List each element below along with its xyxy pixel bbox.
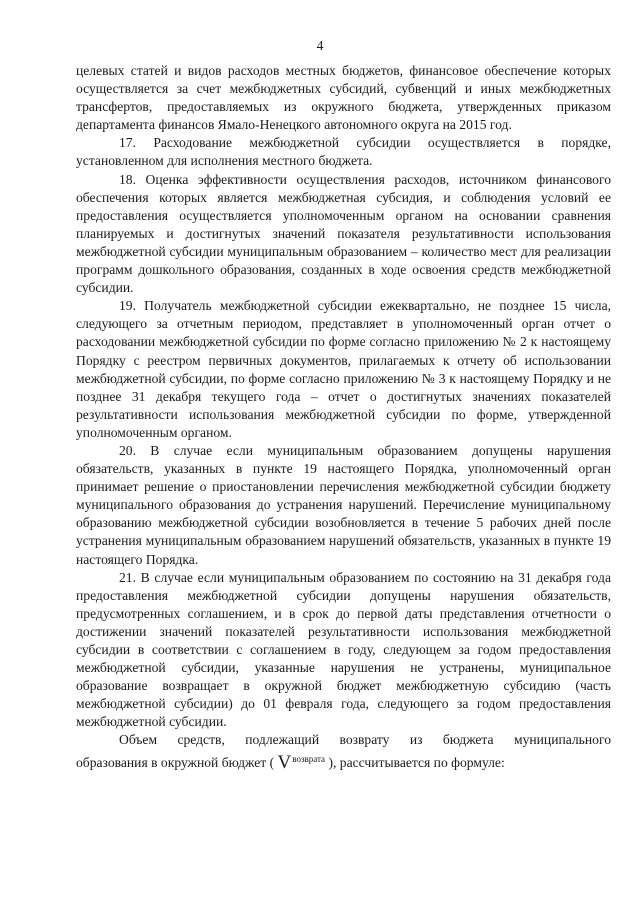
formula-intro-line-2: [76, 753, 611, 773]
formula-intro-line-1: Объем средств, подлежащий возврату из бюджета муниципального: [119, 732, 611, 748]
paragraph-continuation: целевых статей и видов расходов местных бюджетов, финансовое обеспечение которых осуществляется за счет межбюджетных субсидий, субвенций и иных межбюджетных трансфертов, предоставляемых из окружного бюджета, утвержденных приказом департамента финансов Ямало-Ненецкого автономного округа на 2015 год.: [76, 63, 611, 133]
paragraph-21: 21. В случае если муниципальным образованием по состоянию на 31 декабря года предоставления межбюджетной субсидии допущены нарушения обязательств, предусмотренных соглашением, и в срок до первой даты представления отчетности о достижении значений показателей результативности использования межбюджетной субсидии в соответствии с соглашением в году, следующем за годом предоставления межбюджетной субсидии, указанные нарушения не устранены, муниципальное образование возвращает в окружной бюджет межбюджетную субсидию (часть межбюджетной субсидии) до 01 февраля года, следующего за годом предоставления межбюджетной субсидии.: [76, 569, 611, 730]
paragraph-19: 19. Получатель межбюджетной субсидии ежеквартально, не позднее 15 числа, следующего за отчетным периодом, представляет в уполномоченный орган отчет о расходовании межбюджетной субсидии по форме согласно приложению № 2 к настоящему Порядку с реестром первичных документов, прилагаемых к отчету об использовании межбюджетной субсидии, по форме согласно приложению № 3 к настоящему Порядку и не позднее 31 декабря текущего года – отчет о достигнутых значениях показателей результативности использования межбюджетной субсидии по форме, утвержденной уполномоченным органом.: [76, 298, 611, 440]
v-return-symbol: V: [277, 751, 292, 773]
page-number: 4: [316, 38, 324, 53]
v-return-subscript: возврата: [292, 753, 326, 764]
document-body: [76, 62, 611, 773]
paragraph-20: 20. В случае если муниципальным образованием допущены нарушения обязательств, указанных в пункте 19 настоящего Порядка, уполномоченный орган принимает решение о приостановлении перечисления межбюджетной субсидии бюджету муниципального образования до устранения нарушений. Перечисление муниципальному образованию межбюджетной субсидии возобновляется в течение 5 рабочих дней после устранения муниципальным образованием нарушений обязательств, указанных в пункте 19 настоящего Порядка.: [76, 442, 611, 567]
formula-intro-after: ), рассчитывается по формуле:: [328, 754, 505, 770]
paragraph-17: 17. Расходование межбюджетной субсидии осуществляется в порядке, установленном для исполнения местного бюджета.: [76, 135, 611, 169]
formula-intro-before: образования в окружной бюджет (: [76, 754, 275, 770]
paragraph-18: 18. Оценка эффективности осуществления расходов, источником финансового обеспечения которых является межбюджетная субсидия, и соблюдения условий ее предоставления осуществляется уполномоченным органом на основании сравнения планируемых и достигнутых значений показателя результативности использования межбюджетной субсидии муниципальным образованием – количество мест для реализации программ дошкольного образования, созданных в ходе освоения средств межбюджетной субсидии.: [76, 171, 611, 296]
